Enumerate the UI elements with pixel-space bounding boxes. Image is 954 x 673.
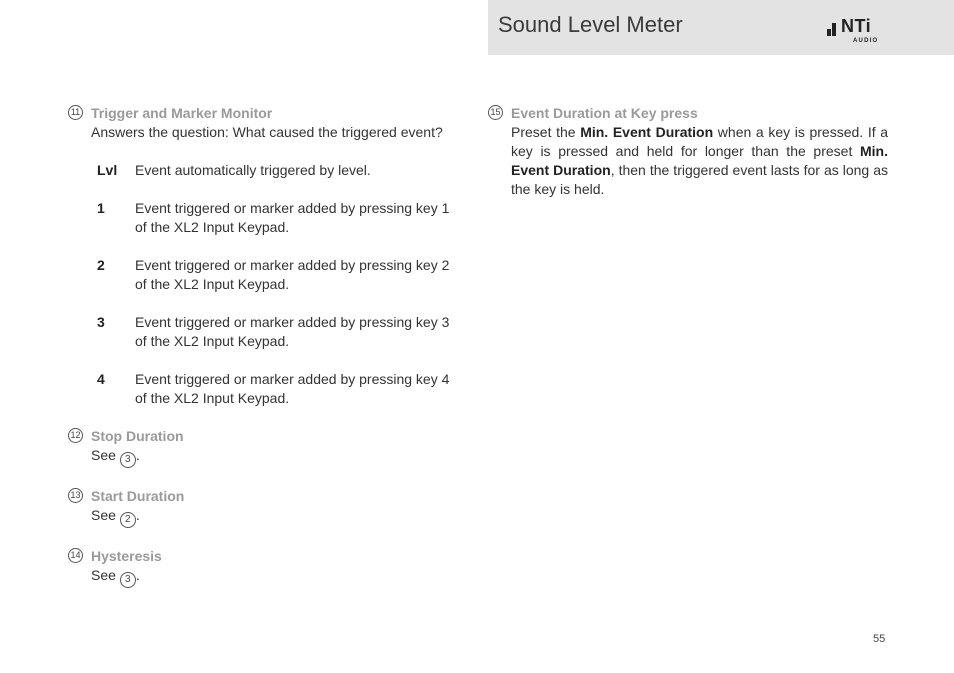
section-title: Trigger and Marker Monitor xyxy=(91,105,273,121)
text-run: when a key is pressed. If a key is pressed and held for longer than the preset xyxy=(511,124,889,159)
left-column xyxy=(68,104,463,588)
list-item xyxy=(97,199,463,237)
section-number: 12 xyxy=(68,428,83,443)
section-text xyxy=(511,123,888,199)
see-label: See xyxy=(91,567,116,583)
entry-key: 2 xyxy=(97,257,105,273)
punctuation: . xyxy=(135,447,140,463)
section-title: Event Duration at Key press xyxy=(511,105,698,121)
right-column xyxy=(488,104,888,199)
page-header xyxy=(488,0,954,55)
list-item xyxy=(97,313,463,351)
nti-audio-logo xyxy=(827,17,887,45)
page-title: Sound Level Meter xyxy=(498,12,683,37)
entry-key: 3 xyxy=(97,314,105,330)
section-start-duration xyxy=(68,487,463,528)
punctuation: . xyxy=(135,567,140,583)
entry-description: Event triggered or marker added by pressing key 1 of the XL2 Input Keypad. xyxy=(135,200,450,235)
punctuation: . xyxy=(135,507,140,523)
entry-description: Event triggered or marker added by pressing key 2 of the XL2 Input Keypad. xyxy=(135,257,450,292)
text-run: Preset the xyxy=(511,124,581,140)
entry-description: Event triggered or marker added by pressing key 3 of the XL2 Input Keypad. xyxy=(135,314,450,349)
section-hysteresis xyxy=(68,547,463,588)
entry-key: Lvl xyxy=(97,162,118,178)
section-trigger-marker-monitor xyxy=(68,104,463,408)
entry-key: 4 xyxy=(97,371,105,387)
list-item xyxy=(97,370,463,408)
trigger-entries xyxy=(91,161,463,408)
bold-term: Min. Event Duration xyxy=(580,124,714,140)
logo-text: NTi xyxy=(841,16,872,36)
see-label: See xyxy=(91,447,116,463)
reference-number: 3 xyxy=(120,572,136,588)
text-run: , then the triggered event lasts for as long as the key is held. xyxy=(511,162,888,197)
section-title: Hysteresis xyxy=(91,548,162,564)
section-number: 15 xyxy=(488,105,503,120)
bold-term: Min. Event Duration xyxy=(511,143,888,178)
section-title: Start Duration xyxy=(91,488,185,504)
section-text: Answers the question: What caused the triggered event? xyxy=(91,124,443,140)
section-text xyxy=(91,506,463,528)
entry-key: 1 xyxy=(97,200,105,216)
entry-description: Event triggered or marker added by pressing key 4 of the XL2 Input Keypad. xyxy=(135,371,450,406)
section-text xyxy=(91,446,463,468)
section-text xyxy=(91,566,463,588)
reference-number: 3 xyxy=(120,452,136,468)
section-number: 14 xyxy=(68,548,83,563)
section-event-duration-key-press xyxy=(488,104,888,199)
logo-subtext: AUDIO xyxy=(853,38,879,44)
section-number: 13 xyxy=(68,488,83,503)
section-number: 11 xyxy=(68,105,83,120)
section-title: Stop Duration xyxy=(91,428,184,444)
see-label: See xyxy=(91,507,116,523)
section-stop-duration xyxy=(68,427,463,468)
reference-number: 2 xyxy=(120,512,136,528)
page-number: 55 xyxy=(873,633,886,645)
list-item xyxy=(97,256,463,294)
list-item xyxy=(97,161,463,180)
entry-description: Event automatically triggered by level. xyxy=(135,162,371,178)
